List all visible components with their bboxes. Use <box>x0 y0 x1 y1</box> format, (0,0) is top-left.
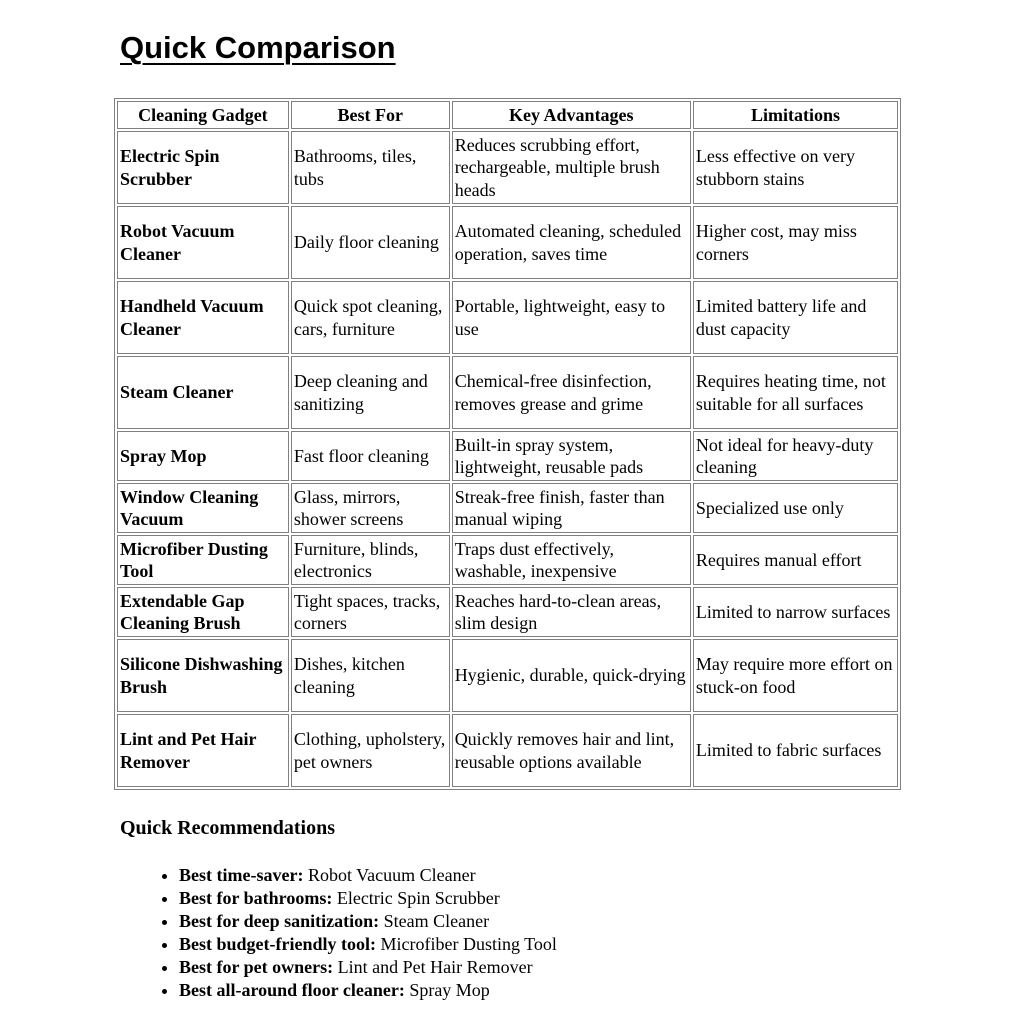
recommendations-heading: Quick Recommendations <box>120 817 335 839</box>
recommendation-value: Electric Spin Scrubber <box>336 888 500 908</box>
best-for-cell: Glass, mirrors, shower screens <box>291 483 450 533</box>
best-for-cell: Fast floor cleaning <box>291 431 450 481</box>
limitations-cell: Specialized use only <box>693 483 898 533</box>
limitations-cell: Limited to narrow surfaces <box>693 587 898 637</box>
table-row <box>117 281 898 354</box>
best-for-cell: Daily floor cleaning <box>291 206 450 279</box>
table-row <box>117 535 898 585</box>
list-item <box>179 864 557 887</box>
recommendation-label: Best all-around floor cleaner: <box>179 980 405 1000</box>
limitations-cell: Limited battery life and dust capacity <box>693 281 898 354</box>
recommendation-value: Lint and Pet Hair Remover <box>337 957 533 977</box>
recommendations-list <box>144 864 557 1002</box>
best-for-cell: Bathrooms, tiles, tubs <box>291 131 450 204</box>
gadget-cell: Handheld Vacuum Cleaner <box>117 281 289 354</box>
advantages-cell: Quickly removes hair and lint, reusable options available <box>452 714 691 787</box>
gadget-cell: Electric Spin Scrubber <box>117 131 289 204</box>
limitations-cell: Not ideal for heavy-duty cleaning <box>693 431 898 481</box>
best-for-cell: Furniture, blinds, electronics <box>291 535 450 585</box>
limitations-cell: May require more effort on stuck-on food <box>693 639 898 712</box>
limitations-cell: Limited to fabric surfaces <box>693 714 898 787</box>
list-item <box>179 933 557 956</box>
advantages-cell: Portable, lightweight, easy to use <box>452 281 691 354</box>
column-header: Best For <box>291 101 450 129</box>
list-item <box>179 956 557 979</box>
table-row <box>117 131 898 204</box>
advantages-cell: Built-in spray system, lightweight, reusable pads <box>452 431 691 481</box>
column-header: Key Advantages <box>452 101 691 129</box>
best-for-cell: Deep cleaning and sanitizing <box>291 356 450 429</box>
recommendation-label: Best budget-friendly tool: <box>179 934 376 954</box>
best-for-cell: Clothing, upholstery, pet owners <box>291 714 450 787</box>
recommendation-label: Best for pet owners: <box>179 957 334 977</box>
recommendation-value: Robot Vacuum Cleaner <box>307 865 476 885</box>
list-item <box>179 887 557 910</box>
table-row <box>117 356 898 429</box>
best-for-cell: Quick spot cleaning, cars, furniture <box>291 281 450 354</box>
table-row <box>117 587 898 637</box>
gadget-cell: Silicone Dishwashing Brush <box>117 639 289 712</box>
table-row <box>117 639 898 712</box>
column-header: Cleaning Gadget <box>117 101 289 129</box>
advantages-cell: Automated cleaning, scheduled operation, saves time <box>452 206 691 279</box>
gadget-cell: Window Cleaning Vacuum <box>117 483 289 533</box>
comparison-table <box>114 98 901 790</box>
recommendation-value: Steam Cleaner <box>383 911 490 931</box>
list-item <box>179 910 557 933</box>
table-row <box>117 483 898 533</box>
advantages-cell: Reaches hard-to-clean areas, slim design <box>452 587 691 637</box>
recommendation-value: Spray Mop <box>409 980 490 1000</box>
advantages-cell: Streak-free finish, faster than manual wiping <box>452 483 691 533</box>
advantages-cell: Chemical-free disinfection, removes grease and grime <box>452 356 691 429</box>
advantages-cell: Hygienic, durable, quick-drying <box>452 639 691 712</box>
gadget-cell: Robot Vacuum Cleaner <box>117 206 289 279</box>
gadget-cell: Steam Cleaner <box>117 356 289 429</box>
table-row <box>117 714 898 787</box>
gadget-cell: Spray Mop <box>117 431 289 481</box>
page-title: Quick Comparison <box>120 30 396 65</box>
gadget-cell: Microfiber Dusting Tool <box>117 535 289 585</box>
best-for-cell: Dishes, kitchen cleaning <box>291 639 450 712</box>
best-for-cell: Tight spaces, tracks, corners <box>291 587 450 637</box>
advantages-cell: Reduces scrubbing effort, rechargeable, multiple brush heads <box>452 131 691 204</box>
limitations-cell: Requires heating time, not suitable for all surfaces <box>693 356 898 429</box>
limitations-cell: Requires manual effort <box>693 535 898 585</box>
table-header-row <box>117 101 898 129</box>
list-item <box>179 979 557 1002</box>
gadget-cell: Lint and Pet Hair Remover <box>117 714 289 787</box>
column-header: Limitations <box>693 101 898 129</box>
recommendation-label: Best for deep sanitization: <box>179 911 380 931</box>
limitations-cell: Less effective on very stubborn stains <box>693 131 898 204</box>
table-row <box>117 206 898 279</box>
advantages-cell: Traps dust effectively, washable, inexpensive <box>452 535 691 585</box>
recommendation-label: Best for bathrooms: <box>179 888 333 908</box>
table-row <box>117 431 898 481</box>
recommendation-value: Microfiber Dusting Tool <box>380 934 557 954</box>
gadget-cell: Extendable Gap Cleaning Brush <box>117 587 289 637</box>
recommendation-label: Best time-saver: <box>179 865 304 885</box>
limitations-cell: Higher cost, may miss corners <box>693 206 898 279</box>
